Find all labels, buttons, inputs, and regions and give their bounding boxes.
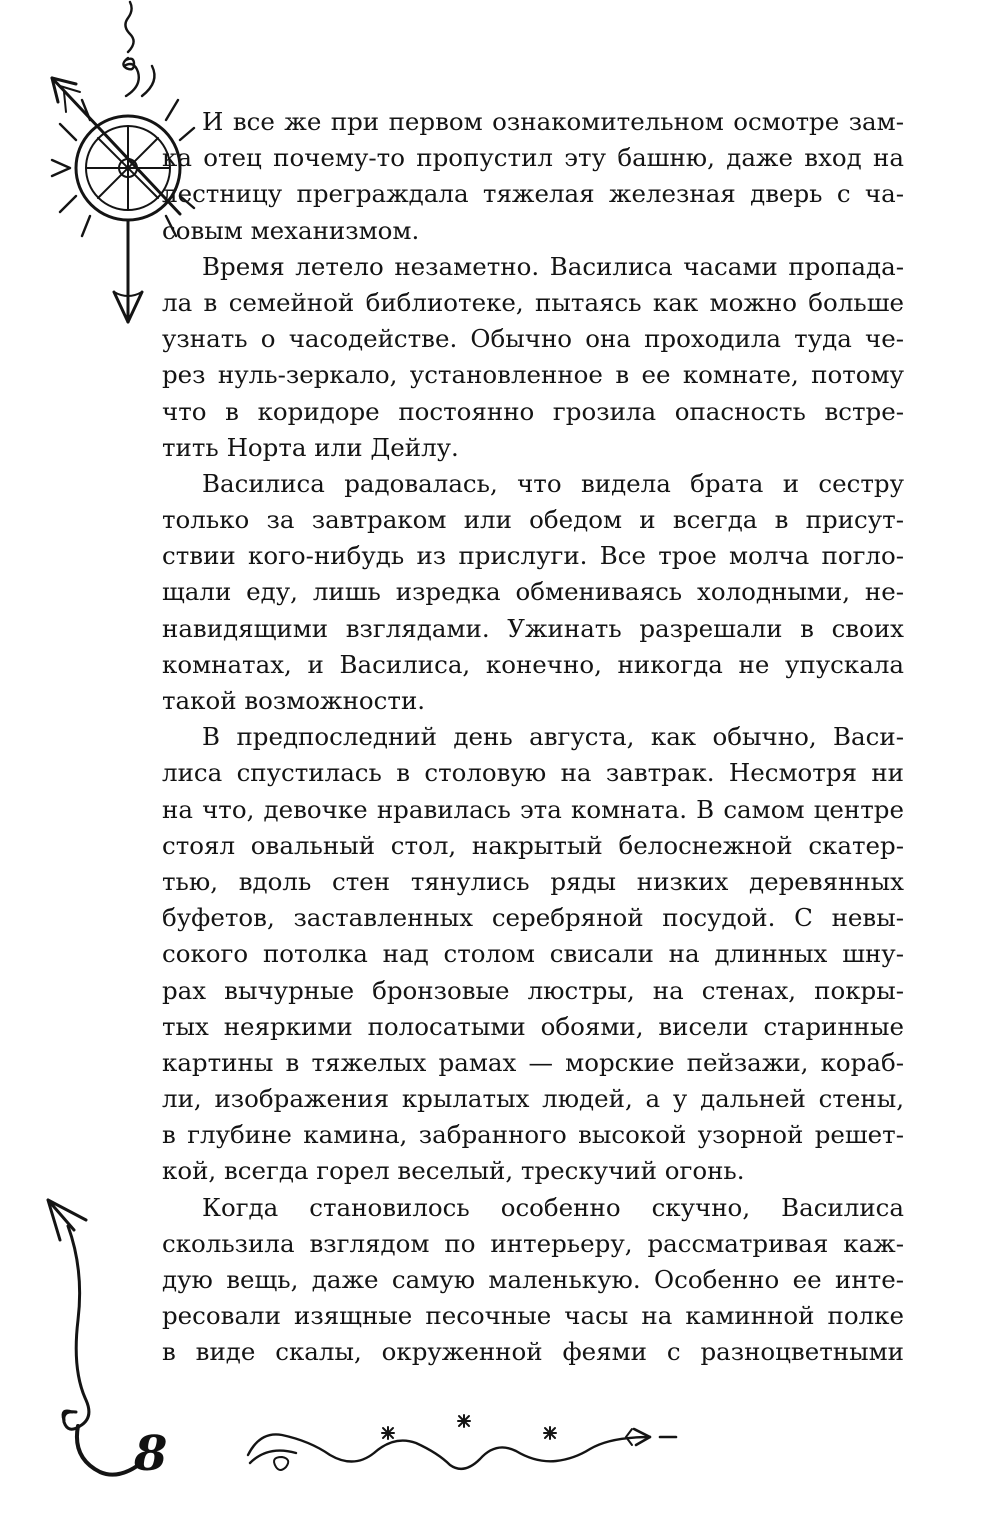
text-line: ресовали изящные песочные часы на каминной полке (162, 1301, 904, 1331)
text-line: навидящими взглядами. Ужинать разрешали в своих (162, 613, 904, 643)
text-line: узнать о часодействе. Обычно она проходила туда че- (162, 324, 904, 354)
text-line: Время летело незаметно. Василиса часами пропада- (202, 251, 904, 281)
text-line: лиса спустилась в столовую на завтрак. Несмотря ни (162, 758, 904, 788)
text-line: щали еду, лишь изредка обмениваясь холодными, не- (162, 577, 904, 607)
text-line: ли, изображения крылатых людей, а у дальней стены, (162, 1084, 904, 1114)
text-line: ствии кого-нибудь из прислуги. Все трое молча погло- (162, 541, 904, 571)
text-line: И все же при первом ознакомительном осмотре зам- (202, 107, 904, 136)
text-line: Когда становилось особенно скучно, Василиса (202, 1192, 904, 1222)
text-line: на что, девочке нравилась эта комната. В самом центре (162, 794, 904, 824)
text-line: тью, вдоль стен тянулись ряды низких деревянных (162, 866, 904, 896)
text-line: совым механизмом. (162, 215, 420, 245)
text-line: рах вычурные бронзовые люстры, на стенах, покры- (162, 975, 904, 1005)
page-number: 8 (134, 1426, 168, 1482)
body-text (162, 104, 904, 1371)
text-line: буфетов, заставленных серебряной посудой. С невы- (162, 903, 904, 933)
text-line: ка отец почему-то пропустил эту башню, даже вход на (162, 143, 904, 173)
text-line: стоял овальный стол, накрытый белоснежной скатер- (162, 830, 904, 860)
text-line: что в коридоре постоянно грозила опасность встре- (162, 396, 904, 426)
text-line: В предпоследний день августа, как обычно, Васи- (202, 722, 904, 752)
wave-stars-arrow-icon (240, 1405, 690, 1485)
text-line: тых неяркими полосатыми обоями, висели старинные (162, 1011, 904, 1041)
text-line: в глубине камина, забранного высокой узорной решет- (162, 1120, 904, 1150)
text-line: в виде скалы, окруженной феями с разноцветными (162, 1337, 904, 1367)
text-line: такой возможности. (162, 686, 426, 715)
text-line: Василиса радовалась, что видела брата и сестру (202, 468, 904, 498)
curled-arrow-icon (28, 1190, 148, 1490)
text-line: дую вещь, даже самую маленькую. Особенно ее инте- (162, 1265, 904, 1294)
text-line: комнатах, и Василиса, конечно, никогда не упускала (162, 649, 904, 679)
text-line: картины в тяжелых рамах — морские пейзажи, кораб- (162, 1047, 904, 1077)
text-line: тить Норта или Дейлу. (162, 432, 459, 462)
text-line: лестницу преграждала тяжелая железная дверь с ча- (162, 179, 904, 209)
text-line: только за завтраком или обедом и всегда в присут- (162, 505, 904, 535)
text-line: кой, всегда горел веселый, трескучий огонь. (162, 1156, 745, 1186)
text-line: рез нуль-зеркало, установленное в ее комнате, потому (162, 360, 904, 390)
text-line: скользила взглядом по интерьеру, рассматривая каж- (162, 1228, 904, 1258)
text-line: ла в семейной библиотеке, пытаясь как можно больше (162, 287, 904, 317)
text-line: сокого потолка над столом свисали на длинных шну- (162, 939, 904, 969)
